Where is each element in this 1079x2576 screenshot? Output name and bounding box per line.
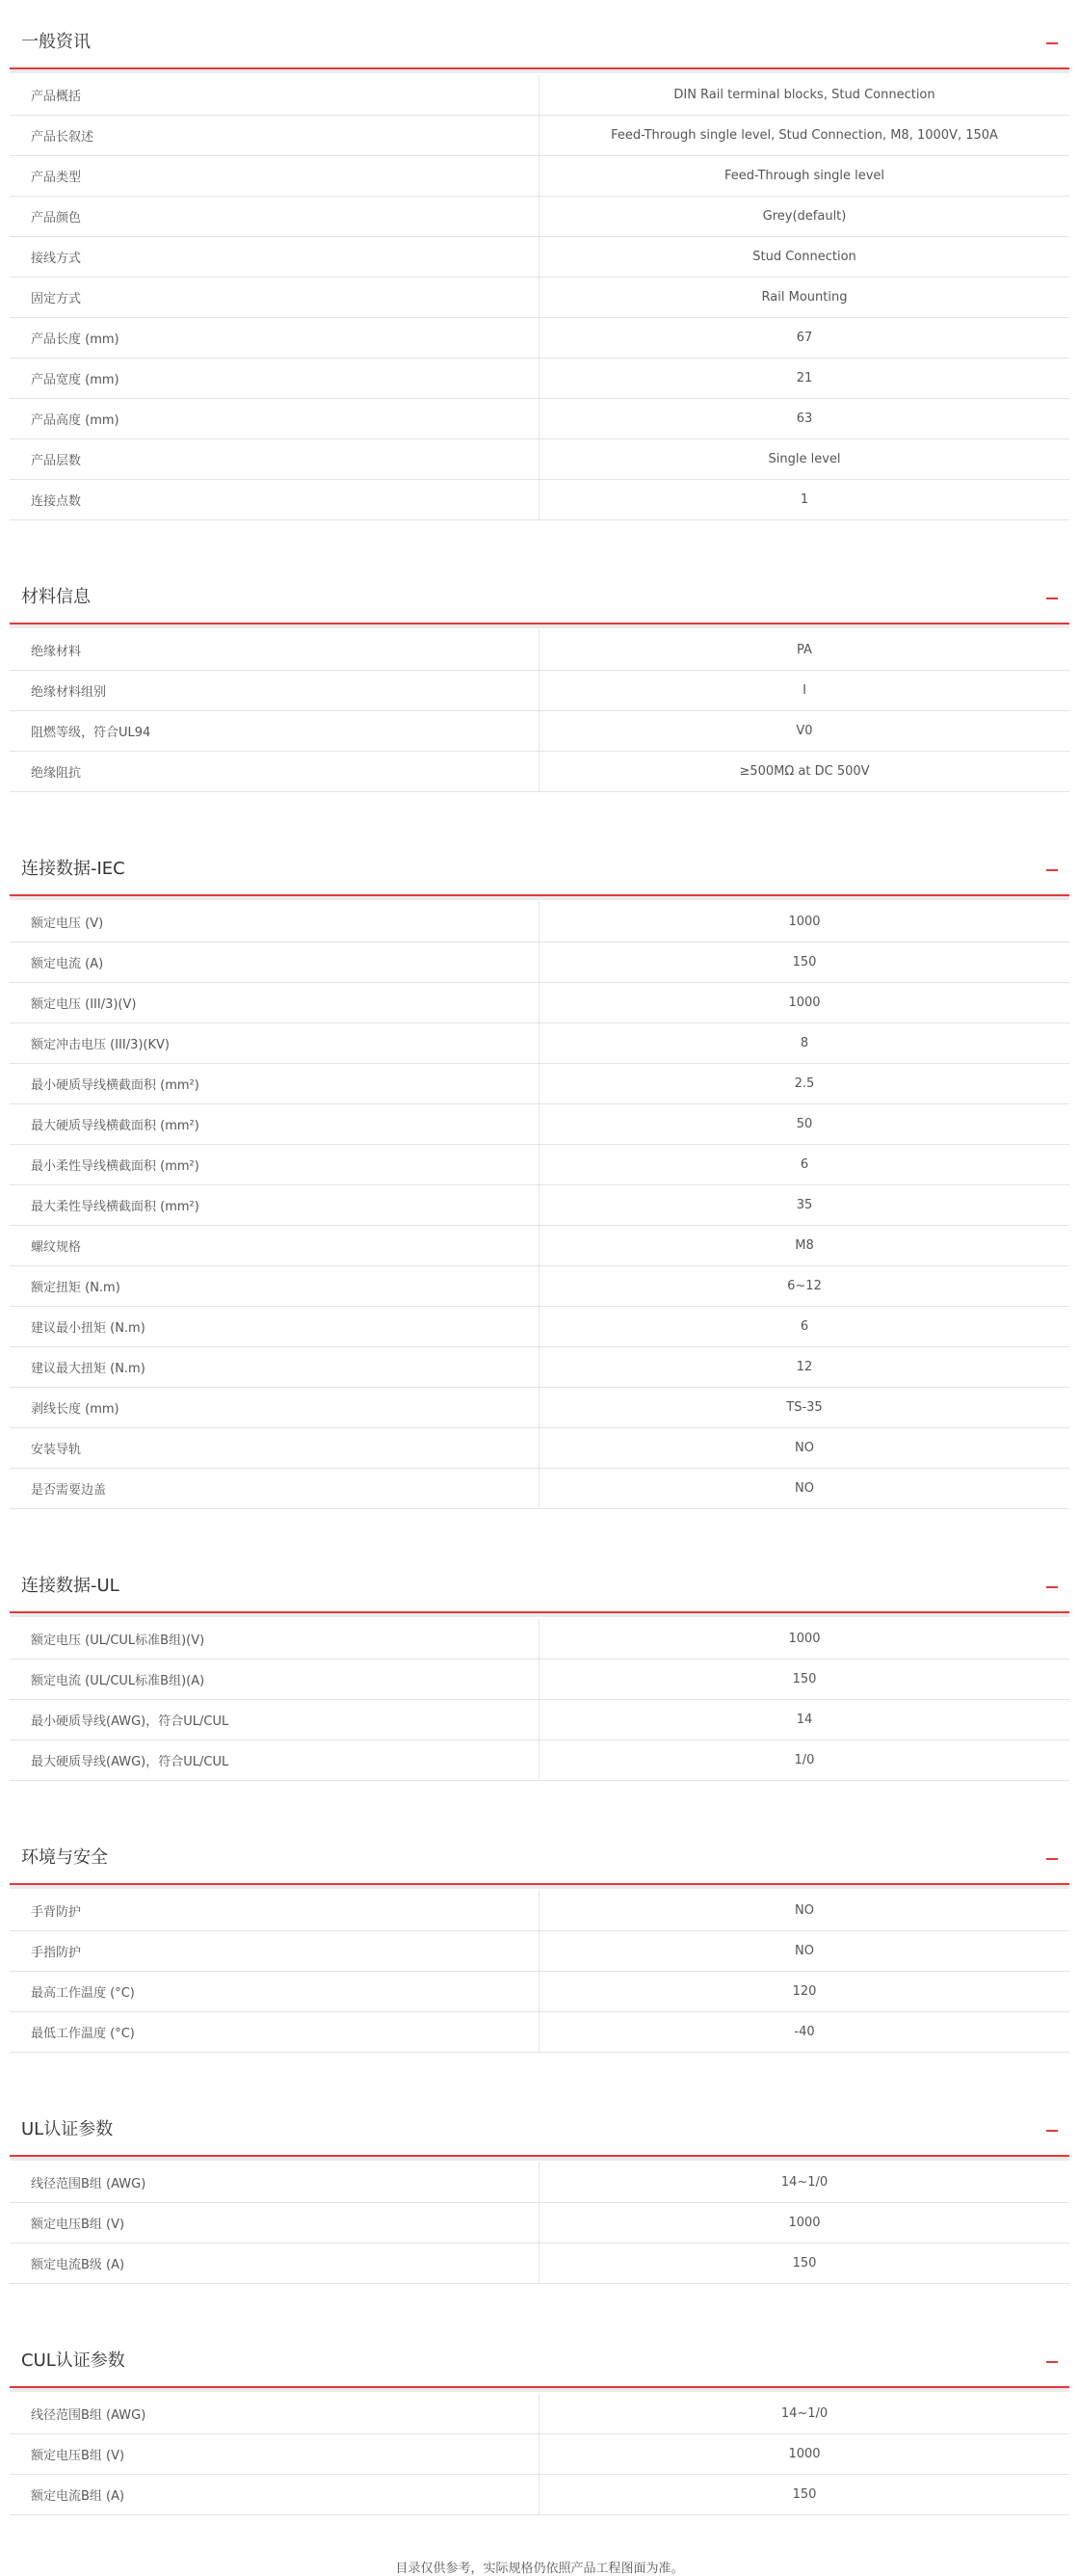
- spec-label: 安装导轨: [10, 1428, 540, 1469]
- spec-value: V0: [540, 711, 1070, 752]
- spec-label: 产品颜色: [10, 197, 540, 237]
- section-title: 一般资讯: [21, 32, 91, 52]
- table-row: [10, 237, 1069, 278]
- table-row: [10, 671, 1069, 711]
- spec-label: 手背防护: [10, 1891, 540, 1931]
- spec-label: 额定电压 (UL/CUL标准B组)(V): [10, 1619, 540, 1660]
- spec-label: 最小柔性导线横截面积 (mm²): [10, 1145, 540, 1185]
- spec-label: 产品长叙述: [10, 116, 540, 156]
- table-row: [10, 75, 1069, 116]
- spec-value: 120: [540, 1972, 1070, 2012]
- spec-value: 35: [540, 1185, 1070, 1226]
- spec-value: 63: [540, 399, 1070, 439]
- spec-label: 接线方式: [10, 237, 540, 278]
- spec-label: 绝缘材料: [10, 630, 540, 671]
- table-row: [10, 630, 1069, 671]
- spec-label: 额定扭矩 (N.m): [10, 1266, 540, 1307]
- table-row: [10, 1064, 1069, 1104]
- spec-value: 8: [540, 1023, 1070, 1064]
- section-header[interactable]: [10, 0, 1069, 69]
- spec-table: [10, 630, 1069, 792]
- section-header[interactable]: [10, 555, 1069, 624]
- spec-section: [10, 1544, 1069, 1781]
- spec-label: 产品高度 (mm): [10, 399, 540, 439]
- spec-value: 1000: [540, 2203, 1070, 2244]
- spec-value: I: [540, 671, 1070, 711]
- spec-label: 产品类型: [10, 156, 540, 197]
- spec-value: M8: [540, 1226, 1070, 1266]
- spec-section: [10, 2319, 1069, 2515]
- spec-label: 额定电流B组 (A): [10, 2475, 540, 2515]
- table-row: [10, 2163, 1069, 2203]
- spec-value: 67: [540, 318, 1070, 359]
- spec-value: Grey(default): [540, 197, 1070, 237]
- spec-label: 最高工作温度 (°C): [10, 1972, 540, 2012]
- collapse-icon[interactable]: [1046, 2130, 1058, 2132]
- spec-label: 建议最小扭矩 (N.m): [10, 1307, 540, 1347]
- section-title: 连接数据-IEC: [21, 859, 125, 879]
- table-row: [10, 1388, 1069, 1428]
- table-row: [10, 116, 1069, 156]
- table-row: [10, 1931, 1069, 1972]
- collapse-icon[interactable]: [1046, 1586, 1058, 1588]
- spec-label: 产品层数: [10, 439, 540, 480]
- table-row: [10, 1469, 1069, 1509]
- spec-label: 剥线长度 (mm): [10, 1388, 540, 1428]
- section-header[interactable]: [10, 1816, 1069, 1885]
- spec-label: 最大柔性导线横截面积 (mm²): [10, 1185, 540, 1226]
- spec-section: [10, 827, 1069, 1509]
- spec-value: NO: [540, 1931, 1070, 1972]
- table-row: [10, 1428, 1069, 1469]
- spec-label: 线径范围B组 (AWG): [10, 2394, 540, 2434]
- footer-note: 目录仅供参考，实际规格仍依照产品工程图面为准。: [395, 2562, 684, 2576]
- spec-table: [10, 1619, 1069, 1781]
- spec-table: [10, 1891, 1069, 2053]
- table-row: [10, 1660, 1069, 1700]
- table-row: [10, 1104, 1069, 1145]
- table-row: [10, 1307, 1069, 1347]
- collapse-icon[interactable]: [1046, 42, 1058, 44]
- spec-value: Feed-Through single level: [540, 156, 1070, 197]
- spec-label: 产品长度 (mm): [10, 318, 540, 359]
- spec-table: [10, 75, 1069, 520]
- table-row: [10, 439, 1069, 480]
- spec-value: 150: [540, 2475, 1070, 2515]
- spec-value: 1000: [540, 1619, 1070, 1660]
- table-row: [10, 2244, 1069, 2284]
- spec-label: 固定方式: [10, 278, 540, 318]
- spec-label: 额定电流 (UL/CUL标准B组)(A): [10, 1660, 540, 1700]
- spec-label: 产品宽度 (mm): [10, 359, 540, 399]
- table-row: [10, 359, 1069, 399]
- spec-section: [10, 555, 1069, 792]
- spec-label: 绝缘材料组别: [10, 671, 540, 711]
- spec-value: 1000: [540, 983, 1070, 1023]
- spec-value: NO: [540, 1428, 1070, 1469]
- table-row: [10, 480, 1069, 520]
- table-row: [10, 2434, 1069, 2475]
- spec-label: 最大硬质导线(AWG)，符合UL/CUL: [10, 1740, 540, 1781]
- table-row: [10, 2203, 1069, 2244]
- spec-label: 手指防护: [10, 1931, 540, 1972]
- spec-label: 额定电流 (A): [10, 943, 540, 983]
- spec-value: 21: [540, 359, 1070, 399]
- spec-label: 阻燃等级，符合UL94: [10, 711, 540, 752]
- section-header[interactable]: [10, 2087, 1069, 2157]
- table-row: [10, 1266, 1069, 1307]
- collapse-icon[interactable]: [1046, 2361, 1058, 2363]
- spec-label: 额定电压 (III/3)(V): [10, 983, 540, 1023]
- section-title: 连接数据-UL: [21, 1576, 119, 1596]
- spec-value: 150: [540, 943, 1070, 983]
- spec-value: 1000: [540, 2434, 1070, 2475]
- spec-section: [10, 1816, 1069, 2053]
- table-row: [10, 2475, 1069, 2515]
- spec-label: 额定冲击电压 (III/3)(KV): [10, 1023, 540, 1064]
- spec-label: 产品概括: [10, 75, 540, 116]
- spec-value: 1: [540, 480, 1070, 520]
- spec-section: [10, 2087, 1069, 2284]
- spec-value: 14~1/0: [540, 2394, 1070, 2434]
- table-row: [10, 752, 1069, 792]
- spec-value: 6: [540, 1307, 1070, 1347]
- table-row: [10, 2394, 1069, 2434]
- table-row: [10, 943, 1069, 983]
- spec-value: 2.5: [540, 1064, 1070, 1104]
- collapse-icon[interactable]: [1046, 598, 1058, 599]
- spec-label: 建议最大扭矩 (N.m): [10, 1347, 540, 1388]
- spec-label: 线径范围B组 (AWG): [10, 2163, 540, 2203]
- spec-table: [10, 2394, 1069, 2515]
- spec-value: 6: [540, 1145, 1070, 1185]
- spec-value: Rail Mounting: [540, 278, 1070, 318]
- spec-value: Feed-Through single level, Stud Connection, M8, 1000V, 150A: [540, 116, 1070, 156]
- section-title: 环境与安全: [21, 1847, 108, 1868]
- spec-value: 14~1/0: [540, 2163, 1070, 2203]
- table-row: [10, 318, 1069, 359]
- spec-label: 额定电流B级 (A): [10, 2244, 540, 2284]
- spec-value: NO: [540, 1469, 1070, 1509]
- spec-label: 最大硬质导线横截面积 (mm²): [10, 1104, 540, 1145]
- table-row: [10, 1185, 1069, 1226]
- collapse-icon[interactable]: [1046, 1858, 1058, 1860]
- table-row: [10, 1145, 1069, 1185]
- spec-label: 是否需要边盖: [10, 1469, 540, 1509]
- spec-label: 最低工作温度 (°C): [10, 2012, 540, 2053]
- spec-value: 50: [540, 1104, 1070, 1145]
- table-row: [10, 711, 1069, 752]
- spec-value: 14: [540, 1700, 1070, 1740]
- spec-value: DIN Rail terminal blocks, Stud Connection: [540, 75, 1070, 116]
- spec-value: ≥500MΩ at DC 500V: [540, 752, 1070, 792]
- spec-label: 绝缘阻抗: [10, 752, 540, 792]
- table-row: [10, 1700, 1069, 1740]
- spec-section: [10, 0, 1069, 520]
- spec-label: 额定电压B组 (V): [10, 2203, 540, 2244]
- table-row: [10, 156, 1069, 197]
- spec-label: 最小硬质导线横截面积 (mm²): [10, 1064, 540, 1104]
- spec-value: 1/0: [540, 1740, 1070, 1781]
- table-row: [10, 2012, 1069, 2053]
- spec-label: 螺纹规格: [10, 1226, 540, 1266]
- spec-value: 150: [540, 1660, 1070, 1700]
- table-row: [10, 197, 1069, 237]
- spec-label: 额定电压 (V): [10, 902, 540, 943]
- spec-value: Stud Connection: [540, 237, 1070, 278]
- table-row: [10, 399, 1069, 439]
- table-row: [10, 1226, 1069, 1266]
- spec-value: PA: [540, 630, 1070, 671]
- table-row: [10, 1023, 1069, 1064]
- spec-value: 6~12: [540, 1266, 1070, 1307]
- table-row: [10, 1891, 1069, 1931]
- spec-table: [10, 2163, 1069, 2284]
- table-row: [10, 1972, 1069, 2012]
- section-header[interactable]: [10, 1544, 1069, 1613]
- spec-value: NO: [540, 1891, 1070, 1931]
- spec-label: 额定电压B组 (V): [10, 2434, 540, 2475]
- section-title: UL认证参数: [21, 2119, 114, 2139]
- spec-table: [10, 902, 1069, 1509]
- table-row: [10, 278, 1069, 318]
- spec-value: 1000: [540, 902, 1070, 943]
- section-title: 材料信息: [21, 587, 91, 607]
- spec-label: 最小硬质导线(AWG)，符合UL/CUL: [10, 1700, 540, 1740]
- table-row: [10, 1347, 1069, 1388]
- collapse-icon[interactable]: [1046, 869, 1058, 871]
- table-row: [10, 1619, 1069, 1660]
- spec-value: 12: [540, 1347, 1070, 1388]
- table-row: [10, 1740, 1069, 1781]
- section-header[interactable]: [10, 827, 1069, 896]
- spec-value: Single level: [540, 439, 1070, 480]
- table-row: [10, 983, 1069, 1023]
- section-title: CUL认证参数: [21, 2350, 125, 2371]
- spec-value: -40: [540, 2012, 1070, 2053]
- section-header[interactable]: [10, 2319, 1069, 2388]
- spec-value: TS-35: [540, 1388, 1070, 1428]
- spec-label: 连接点数: [10, 480, 540, 520]
- spec-value: 150: [540, 2244, 1070, 2284]
- table-row: [10, 902, 1069, 943]
